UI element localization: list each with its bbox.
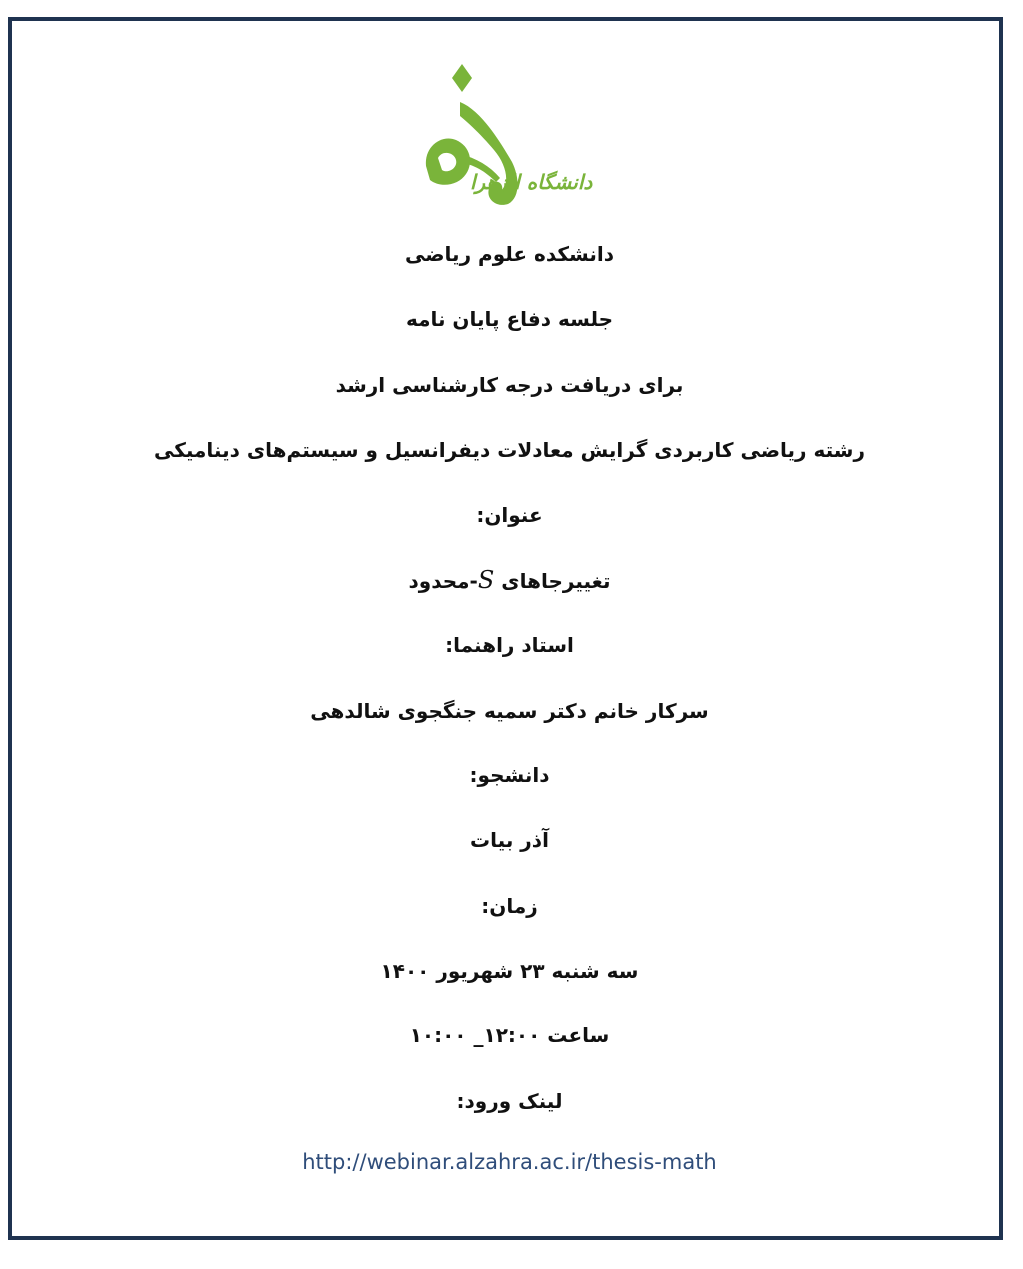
time-label: زمان: xyxy=(481,894,538,918)
defense-date: سه شنبه ۲۳ شهریور ۱۴۰۰ xyxy=(380,959,639,983)
thesis-title-prefix: تغییرجاهای xyxy=(501,569,611,593)
defense-hours: ساعت ۱۲:۰۰_ ۱۰:۰۰ xyxy=(409,1023,610,1047)
alzahra-university-logo xyxy=(420,58,600,218)
title-label: عنوان: xyxy=(476,503,543,527)
faculty-name: دانشکده علوم ریاضی xyxy=(404,242,614,266)
advisor-name: سرکار خانم دکتر سمیه جنگجوی شالدهی xyxy=(310,699,709,723)
advisor-label: استاد راهنما: xyxy=(445,633,574,657)
session-title: جلسه دفاع پایان نامه xyxy=(405,307,614,331)
webinar-link[interactable]: http://webinar.alzahra.ac.ir/thesis-math xyxy=(302,1150,717,1174)
thesis-title-suffix: -محدود xyxy=(408,569,478,593)
thesis-title xyxy=(12,566,1007,595)
thesis-title-variable: S xyxy=(477,566,495,594)
field-line: رشته ریاضی کاربردی گرایش معادلات دیفرانسیل و سیستم‌های دینامیکی xyxy=(154,438,865,462)
university-logo-caption: دانشگاه الزهرا xyxy=(470,170,593,194)
degree-line: برای دریافت درجه کارشناسی ارشد xyxy=(335,373,684,397)
student-name: آذر بیات xyxy=(470,828,549,852)
link-label: لینک ورود: xyxy=(456,1089,563,1113)
student-label: دانشجو: xyxy=(469,763,550,787)
